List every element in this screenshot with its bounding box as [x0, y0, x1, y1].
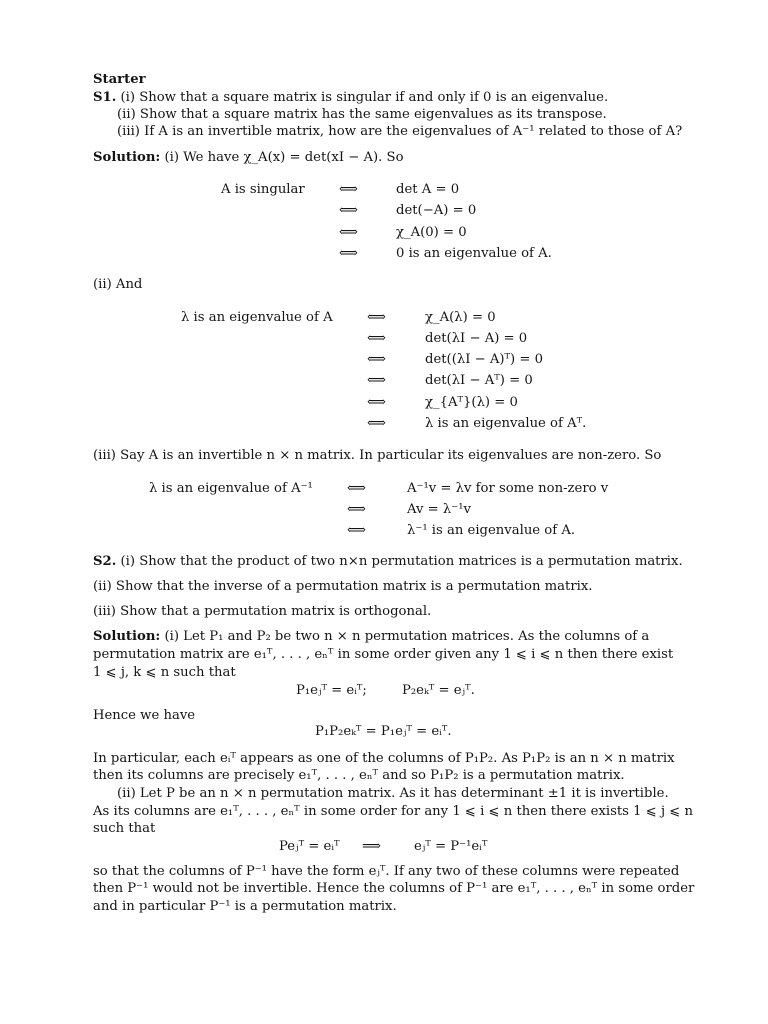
block2-arrow-4: ⟺	[367, 373, 386, 388]
block3-rhs-1: A⁻¹v = λv for some non-zero v	[407, 481, 609, 496]
s1-question-i	[93, 89, 608, 106]
block3-rhs-3: λ⁻¹ is an eigenvalue of A.	[407, 523, 576, 538]
block1-rhs-1: det A = 0	[396, 182, 460, 197]
s1-solution-intro	[93, 149, 404, 166]
block2-rhs-6: λ is an eigenvalue of Aᵀ.	[425, 416, 587, 431]
s1-solution-i-text: (i) We have χ_A(x) = det(xI − A). So	[164, 150, 404, 165]
s1-q1-text: (i) Show that a square matrix is singular if and only if 0 is an eigenvalue.	[120, 90, 609, 105]
eq3-right: eⱼᵀ = P⁻¹eᵢᵀ	[414, 839, 488, 854]
block1-rhs-2: det(−A) = 0	[396, 203, 477, 218]
block2-arrow-1: ⟺	[367, 310, 386, 325]
eq2: P₁P₂eₖᵀ = P₁eⱼᵀ = eᵢᵀ.	[315, 724, 452, 739]
block2-rhs-4: det(λI − Aᵀ) = 0	[425, 373, 533, 388]
block1-rhs-4: 0 is an eigenvalue of A.	[396, 246, 552, 261]
s1-label: S1.	[93, 90, 117, 105]
block3-arrow-1: ⟺	[347, 481, 366, 496]
s1-solution-ii: (ii) And	[93, 277, 143, 292]
s2-question-i	[93, 553, 683, 570]
block2-rhs-2: det(λI − A) = 0	[425, 331, 528, 346]
s2-para3-line-3: and in particular P⁻¹ is a permutation matrix.	[93, 899, 397, 914]
s2-label: S2.	[93, 554, 117, 569]
block2-rhs-1: χ_A(λ) = 0	[425, 310, 496, 325]
eq1-right: P₂eₖᵀ = eⱼᵀ.	[402, 683, 475, 698]
s1-solution-label: Solution:	[93, 150, 161, 165]
page-heading: Starter	[93, 72, 146, 87]
block1-lhs: A is singular	[221, 182, 305, 197]
s2-para2-line-3: (ii) Let P be an n × n permutation matrix. As it has determinant ±1 it is invertible.	[117, 786, 669, 801]
s1-solution-iii: (iii) Say A is an invertible n × n matrix. In particular its eigenvalues are non-zero. So	[93, 448, 662, 463]
block3-rhs-2: Av = λ⁻¹v	[407, 502, 471, 517]
s2-q1-text: (i) Show that the product of two n×n permutation matrices is a permutation matrix.	[120, 554, 683, 569]
block3-lhs: λ is an eigenvalue of A⁻¹	[149, 481, 313, 496]
block2-arrow-3: ⟺	[367, 352, 386, 367]
s1-question-iii: (iii) If A is an invertible matrix, how are the eigenvalues of A⁻¹ related to those of A?	[117, 124, 683, 139]
s2-solution-line-2: permutation matrix are e₁ᵀ, . . . , eₙᵀ in some order given any 1 ⩽ i ⩽ n then there exist	[93, 647, 674, 662]
block1-arrow-4: ⟺	[339, 246, 358, 261]
s2-para3-line-2: then P⁻¹ would not be invertible. Hence the columns of P⁻¹ are e₁ᵀ, . . . , eₙᵀ in some order	[93, 881, 695, 896]
s2-para2-line-1: In particular, each eᵢᵀ appears as one of the columns of P₁P₂. As P₁P₂ is an n × n matrix	[93, 751, 675, 766]
eq3-left: Peⱼᵀ = eᵢᵀ	[279, 839, 340, 854]
block1-arrow-3: ⟺	[339, 225, 358, 240]
s2-solution-line-3: 1 ⩽ j, k ⩽ n such that	[93, 665, 236, 680]
s2-para2-line-4: As its columns are e₁ᵀ, . . . , eₙᵀ in some order for any 1 ⩽ i ⩽ n then there exists 1 ⩽ j ⩽ n	[93, 804, 693, 819]
block2-arrow-6: ⟺	[367, 416, 386, 431]
block1-rhs-3: χ_A(0) = 0	[396, 225, 467, 240]
s2-para3-line-1: so that the columns of P⁻¹ have the form eⱼᵀ. If any two of these columns were repeated	[93, 864, 680, 879]
block2-lhs: λ is an eigenvalue of A	[181, 310, 333, 325]
block1-arrow-2: ⟺	[339, 203, 358, 218]
s2-para2-line-2: then its columns are precisely e₁ᵀ, . . . , eₙᵀ and so P₁P₂ is a permutation matrix.	[93, 768, 625, 783]
block3-arrow-3: ⟺	[347, 523, 366, 538]
s2-solution-i-text: (i) Let P₁ and P₂ be two n × n permutation matrices. As the columns of a	[164, 629, 650, 644]
s2-solution-line-1	[93, 628, 649, 645]
block2-rhs-5: χ_{Aᵀ}(λ) = 0	[425, 395, 518, 410]
block1-arrow-1: ⟺	[339, 182, 358, 197]
block2-arrow-2: ⟺	[367, 331, 386, 346]
block3-arrow-2: ⟺	[347, 502, 366, 517]
hence-text: Hence we have	[93, 708, 196, 723]
s2-question-iii: (iii) Show that a permutation matrix is orthogonal.	[93, 604, 432, 619]
s1-question-ii: (ii) Show that a square matrix has the same eigenvalues as its transpose.	[117, 107, 607, 122]
eq1-left: P₁eⱼᵀ = eᵢᵀ;	[296, 683, 367, 698]
s2-question-ii: (ii) Show that the inverse of a permutation matrix is a permutation matrix.	[93, 579, 593, 594]
s2-solution-label: Solution:	[93, 629, 161, 644]
s2-para2-line-5: such that	[93, 821, 156, 836]
eq3-implies-arrow: ⟹	[362, 839, 381, 854]
block2-arrow-5: ⟺	[367, 395, 386, 410]
block2-rhs-3: det((λI − A)ᵀ) = 0	[425, 352, 544, 367]
